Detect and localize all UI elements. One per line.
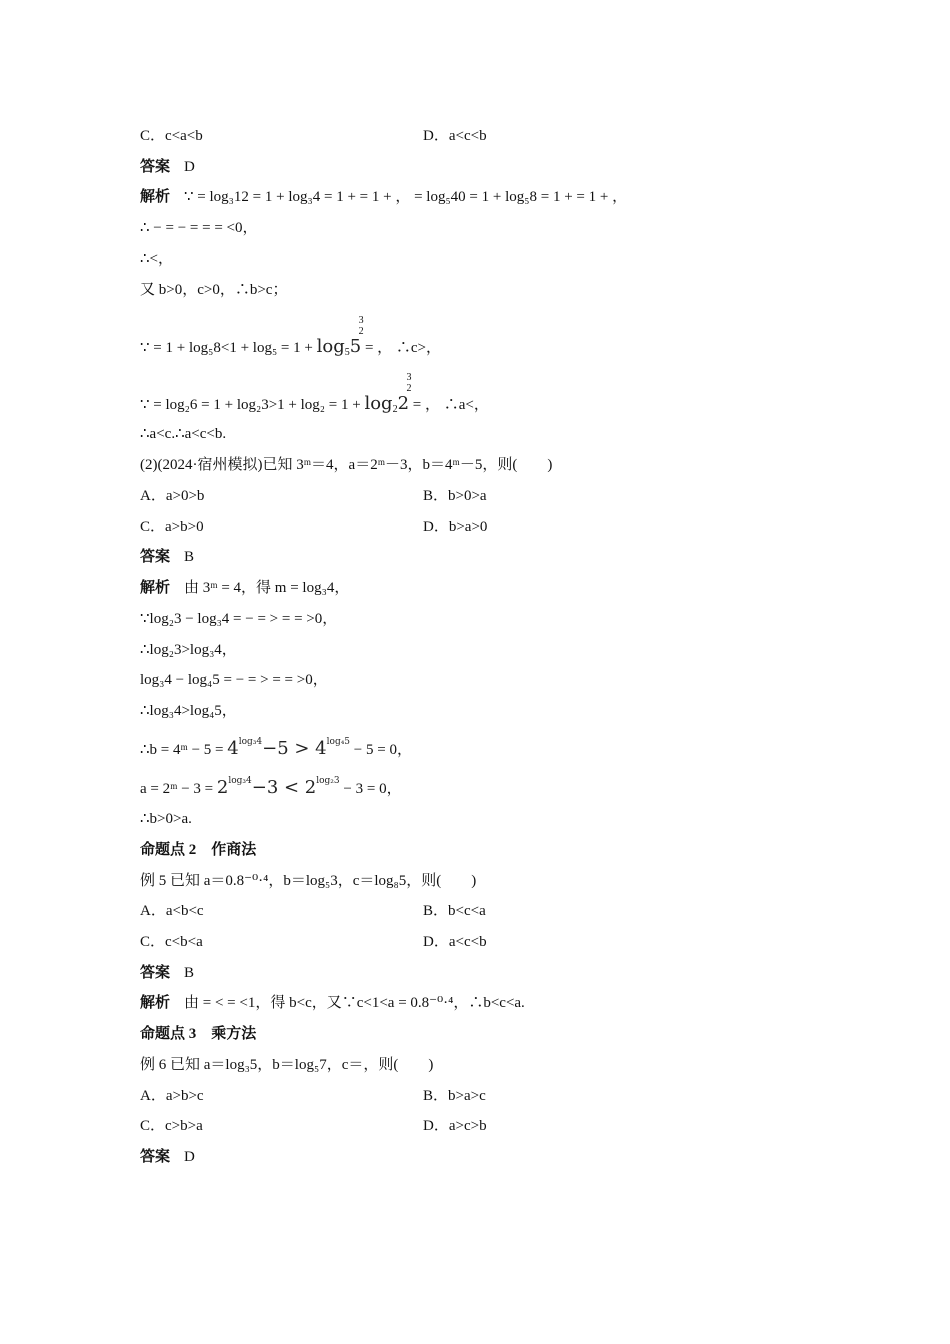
p1-option-c: C．c<a<b	[140, 128, 203, 144]
example-5-option-b: B．b<c<a	[423, 903, 486, 919]
solution-text: − 5 = 0，	[353, 742, 412, 758]
p1-solution-line-3: ∴<，	[140, 251, 174, 267]
p1-solution-line-6	[140, 372, 489, 415]
solution-text: ∴b = 4ᵐ − 5 =	[140, 742, 224, 758]
example-5-option-c: C．c<b<a	[140, 934, 203, 950]
solution-label: 解析	[140, 189, 171, 205]
p2-solution-line-1	[140, 578, 349, 598]
log-argument: 5	[349, 336, 362, 357]
answer-label: 答案	[140, 159, 171, 175]
p2-option-b: B．b>0>a	[423, 488, 487, 504]
p2-option-c: C．a>b>0	[140, 519, 204, 535]
fraction-numerator: 3	[406, 372, 412, 383]
p1-solution-line-7: ∴a<c.∴a<c<b.	[140, 426, 227, 442]
log-expression-image	[316, 315, 364, 358]
solution-text: ∵ = log₃12 = 1 + log₃4 = 1 + = 1 + ， = log₅40 = 1 + log₅8 = 1 + = 1 + ，	[184, 189, 628, 205]
example-5-stem: 例 5 已知 a＝0.8⁻⁰·⁴，b＝log₅3，c＝log₈5，则( )	[140, 873, 477, 889]
example-5-solution	[140, 993, 525, 1013]
p1-solution-line-4: 又 b>0，c>0，∴b>c；	[140, 282, 288, 298]
solution-text: ∵ = log₂6 = 1 + log₂3>1 + log₂ = 1 +	[140, 397, 361, 413]
p1-solution-line-5	[140, 315, 442, 358]
log-base: 2	[392, 404, 398, 415]
solution-text: 由 = < = <1，得 b<c，又∵c<1<a = 0.8⁻⁰·⁴，∴b<c<a.	[184, 995, 525, 1011]
solution-text: = ， ∴a<，	[412, 397, 489, 413]
log-base: 5	[344, 347, 350, 358]
solution-text: = ， ∴c>，	[364, 340, 442, 356]
power-exponent: log₃4	[238, 737, 263, 747]
power-comparison-image	[217, 777, 340, 798]
exponent-fraction	[406, 372, 411, 394]
section-heading-3: 命题点 3 乘方法	[140, 1026, 257, 1042]
p2-option-a: A．a>0>b	[140, 488, 205, 504]
log-word: log	[364, 393, 393, 414]
p1-solution-line-2: ∴ − = − = = = <0，	[140, 220, 258, 236]
p1-answer	[140, 157, 195, 177]
answer-value: B	[184, 549, 195, 565]
p2-answer	[140, 547, 194, 567]
example-6-option-d: D．a>c>b	[423, 1118, 487, 1134]
comparison-text: −3 < 2	[251, 777, 317, 798]
fraction-denominator: 2	[358, 326, 364, 337]
fraction-denominator: 2	[406, 383, 412, 394]
p2-solution-line-3: ∴log₂3>log₃4，	[140, 642, 237, 658]
log-word: log	[316, 336, 345, 357]
p2-solution-line-7	[140, 778, 402, 799]
power-exponent: log₃4	[228, 776, 252, 786]
log-argument: 2	[397, 393, 410, 414]
comparison-text: −5 > 4	[262, 738, 327, 759]
solution-label: 解析	[140, 995, 171, 1011]
p2-option-d: D．b>a>0	[423, 519, 488, 535]
solution-text: 由 3ᵐ = 4，得 m = log₃4，	[184, 580, 350, 596]
example-6-option-b: B．b>a>c	[423, 1088, 486, 1104]
answer-label: 答案	[140, 965, 171, 981]
p1-solution-line-1	[140, 187, 627, 207]
solution-text: − 3 = 0，	[343, 781, 402, 797]
example-5-option-d: D．a<c<b	[423, 934, 487, 950]
example-5-answer	[140, 963, 194, 983]
example-6-option-c: C．c>b>a	[140, 1118, 203, 1134]
p2-solution-line-6	[140, 739, 412, 760]
p2-solution-line-4: log₃4 − log₄5 = − = > = = >0，	[140, 672, 328, 688]
answer-value: D	[184, 159, 195, 175]
power-exponent: log₄5	[326, 737, 351, 747]
power-comparison-image	[227, 738, 350, 759]
answer-value: D	[184, 1149, 195, 1165]
section-heading-2: 命题点 2 作商法	[140, 842, 257, 858]
fraction-numerator: 3	[358, 315, 364, 326]
example-5-option-a: A．a<b<c	[140, 903, 204, 919]
power-base: 4	[227, 738, 239, 759]
solution-label: 解析	[140, 580, 171, 596]
exponent-fraction	[359, 315, 364, 337]
p2-solution-line-8: ∴b>0>a.	[140, 811, 192, 827]
p2-solution-line-2: ∵log₂3 − log₃4 = − = > = = >0，	[140, 611, 338, 627]
answer-label: 答案	[140, 1149, 171, 1165]
p2-solution-line-5: ∴log₃4>log₄5，	[140, 703, 237, 719]
example-6-stem: 例 6 已知 a＝log₃5，b＝log₅7，c＝，则( )	[140, 1057, 434, 1073]
p2-stem: (2)(2024·宿州模拟)已知 3ᵐ＝4，a＝2ᵐ－3，b＝4ᵐ－5，则( )	[140, 457, 553, 473]
example-6-answer	[140, 1147, 195, 1167]
log-expression-image	[364, 372, 412, 415]
solution-text: ∵ = 1 + log₅8<1 + log₅ = 1 +	[140, 340, 313, 356]
answer-label: 答案	[140, 549, 171, 565]
solution-text: a = 2ᵐ − 3 =	[140, 781, 214, 797]
answer-value: B	[184, 965, 195, 981]
power-base: 2	[216, 777, 229, 798]
p1-option-d: D．a<c<b	[423, 128, 487, 144]
example-6-option-a: A．a>b>c	[140, 1088, 204, 1104]
power-exponent: log₂3	[316, 776, 340, 786]
